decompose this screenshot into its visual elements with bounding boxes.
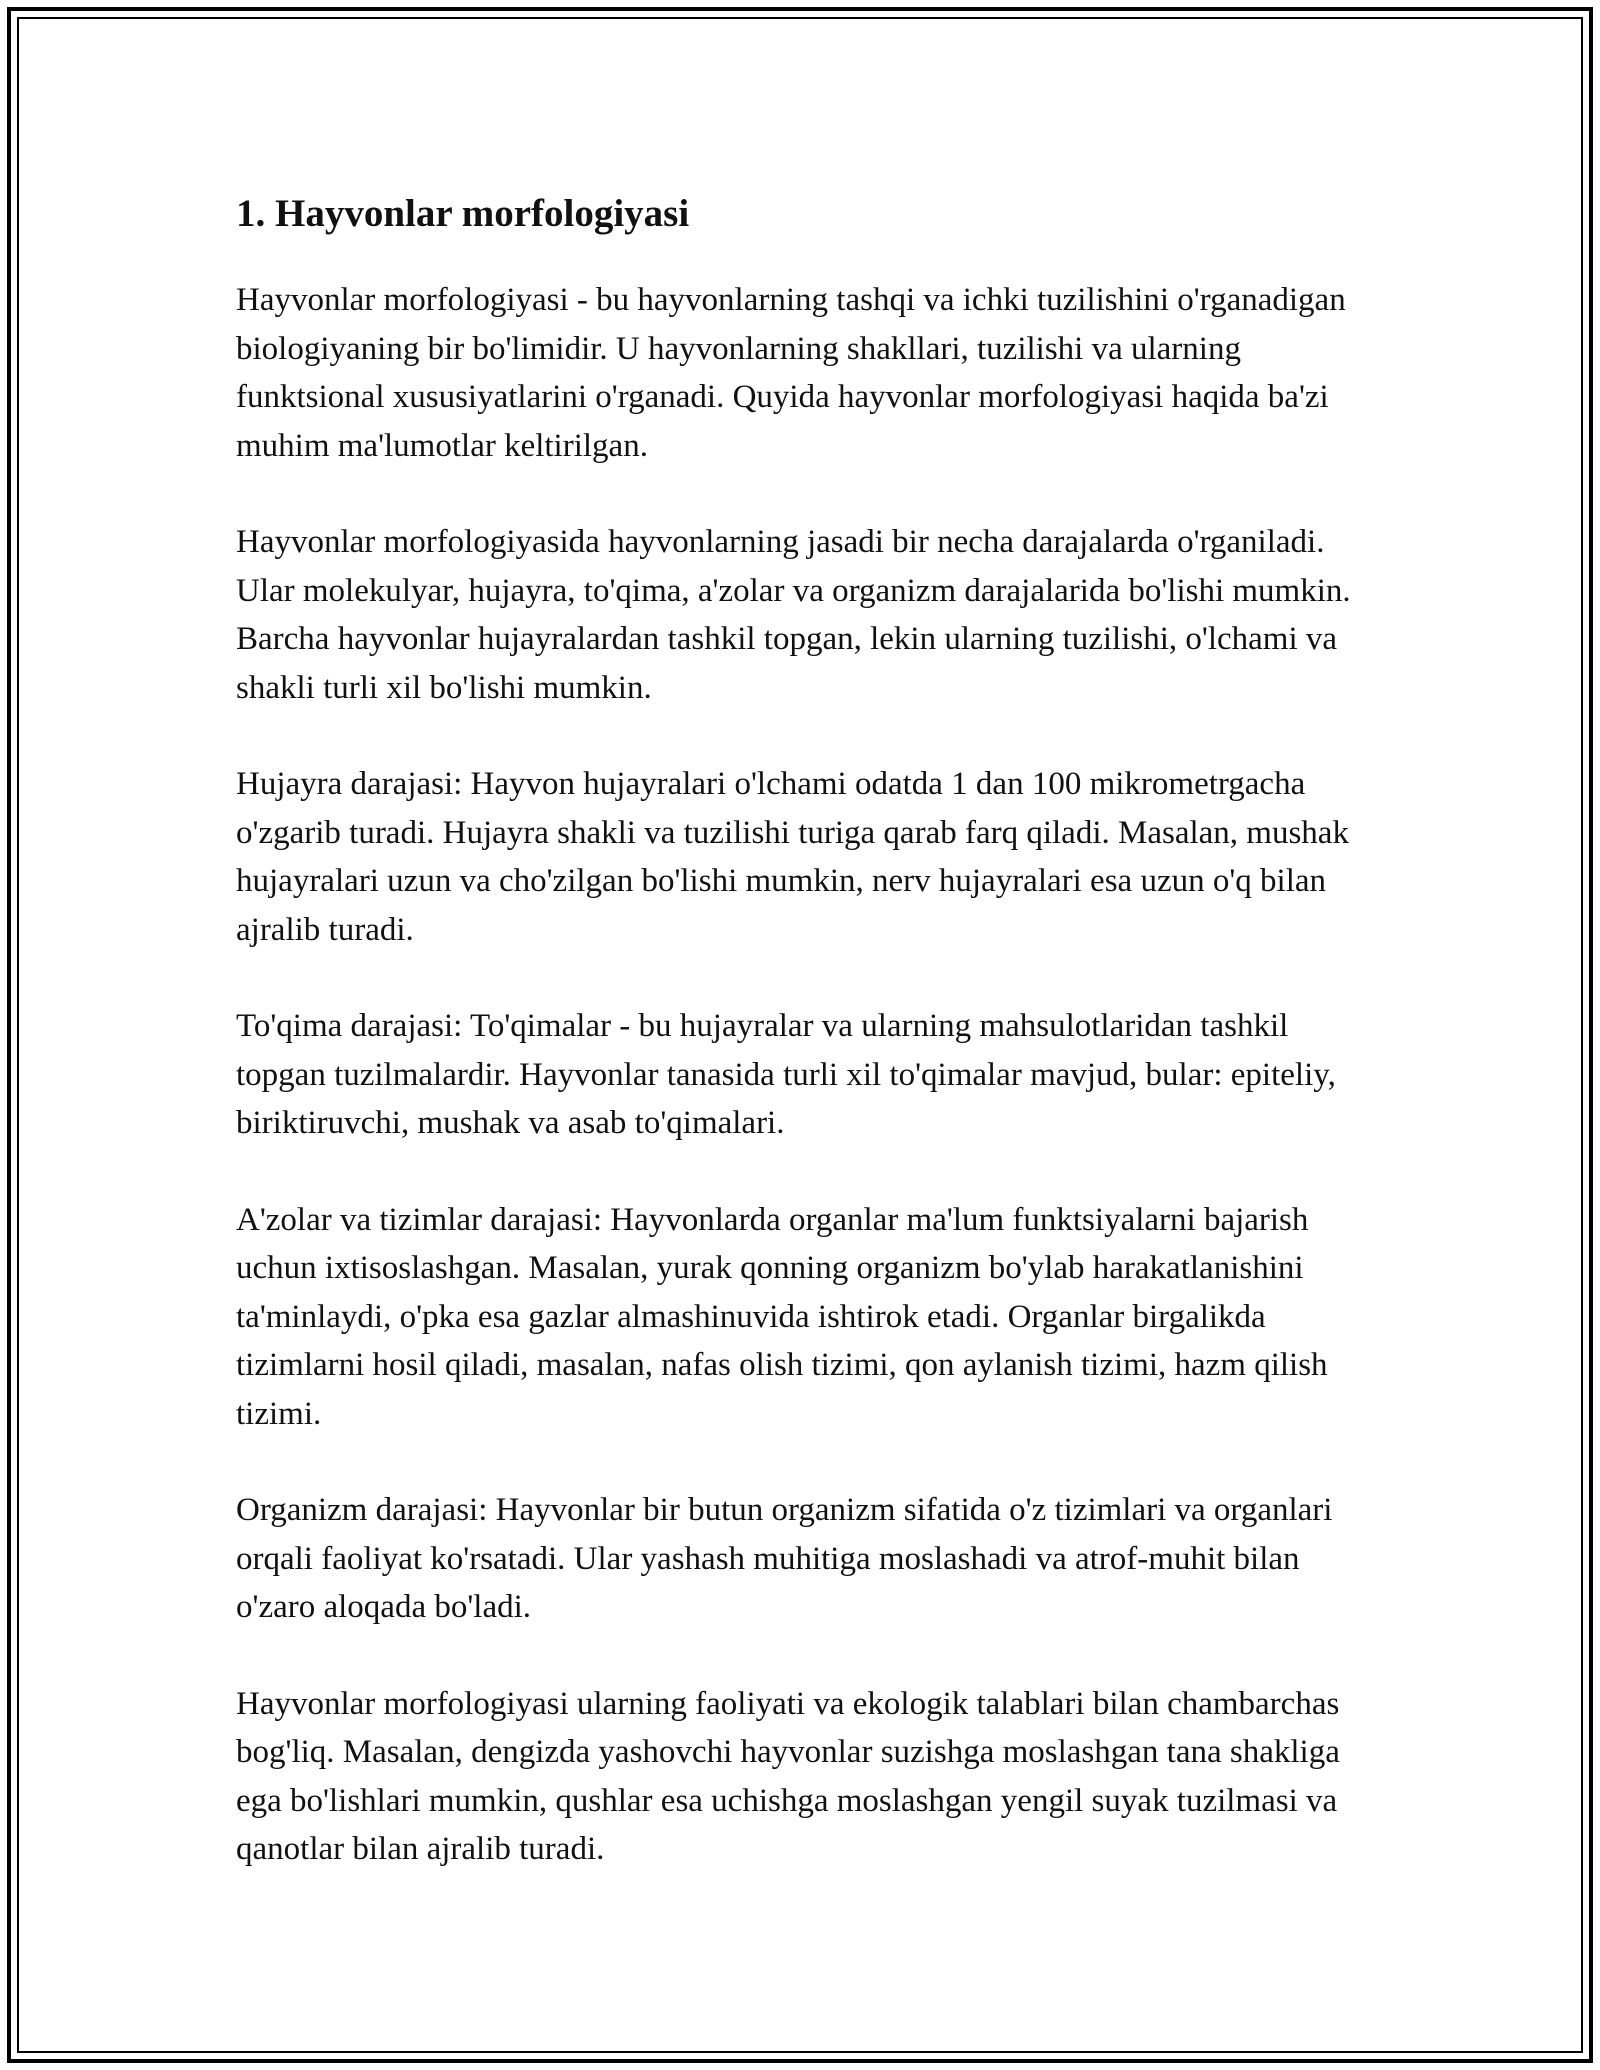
paragraph-tissue-level: To'qima darajasi: To'qimalar - bu hujayralar va ularning mahsulotlaridan tashkil topgan tuzilmalardir. Hayvonlar tanasida turli xil to'qimalar mavjud, bular: epiteliy, biriktiruvchi, mushak va asab to'qimalari.: [236, 1008, 1336, 1141]
paragraph-organism-level: Organizm darajasi: Hayvonlar bir butun organizm sifatida o'z tizimlari va organlari orqali faoliyat ko'rsatadi. Ular yashash muhitiga moslashadi va atrof-muhit bilan o'zaro aloqada bo'ladi.: [236, 1492, 1333, 1625]
document-body: [236, 186, 1366, 1922]
page-title: 1. Hayvonlar morfologiyasi: [236, 192, 690, 235]
paragraph-intro: Hayvonlar morfologiyasi - bu hayvonlarning tashqi va ichki tuzilishini o'rganadigan biologiyaning bir bo'limidir. U hayvonlarning shakllari, tuzilishi va ularning funktsional xususiyatlarini o'rganadi. Quyida hayvonlar morfologiyasi haqida ba'zi muhim ma'lumotlar keltirilgan.: [236, 282, 1346, 464]
paragraph-conclusion: Hayvonlar morfologiyasi ularning faoliyati va ekologik talablari bilan chambarchas bog'liq. Masalan, dengizda yashovchi hayvonlar suzishga moslashgan tana shakliga ega bo'lishlari mumkin, qushlar esa uchishga moslashgan yengil suyak tuzilmasi va qanotlar bilan ajralib turadi.: [236, 1685, 1340, 1867]
paragraph-organ-level: A'zolar va tizimlar darajasi: Hayvonlarda organlar ma'lum funktsiyalarni bajarish uchun ixtisoslashgan. Masalan, yurak qonning organizm bo'ylab harakatlanishini ta'minlaydi, o'pka esa gazlar almashinuvida ishtirok etadi. Organlar birgalikda tizimlarni hosil qiladi, masalan, nafas olish tizimi, qon aylanish tizimi, hazm qilish tizimi.: [236, 1201, 1328, 1432]
paragraph-levels: Hayvonlar morfologiyasida hayvonlarning jasadi bir necha darajalarda o'rganiladi. Ular molekulyar, hujayra, to'qima, a'zolar va organizm darajalarida bo'lishi mumkin. Barcha hayvonlar hujayralardan tashkil topgan, lekin ularning tuzilishi, o'lchami va shakli turli xil bo'lishi mumkin.: [236, 524, 1351, 706]
paragraph-cell-level: Hujayra darajasi: Hayvon hujayralari o'lchami odatda 1 dan 100 mikrometrgacha o'zgarib turadi. Hujayra shakli va tuzilishi turiga qarab farq qiladi. Masalan, mushak hujayralari uzun va cho'zilgan bo'lishi mumkin, nerv hujayralari esa uzun o'q bilan ajralib turadi.: [236, 766, 1349, 948]
